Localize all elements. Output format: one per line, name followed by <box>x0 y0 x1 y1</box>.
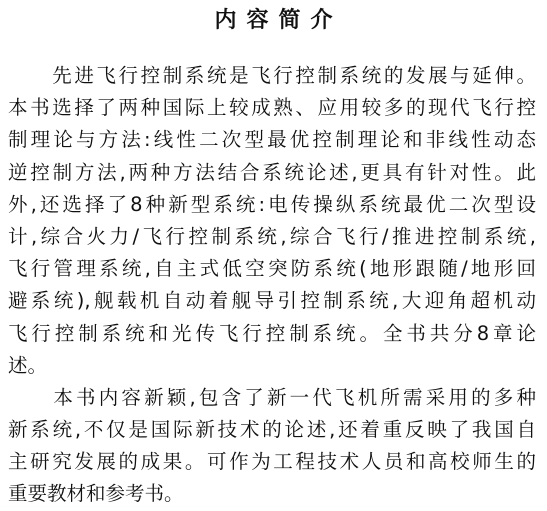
paragraph-2-line-3: 主研究发展的成果。可作为工程技术人员和高校师生的 <box>8 450 536 474</box>
paragraph-1-line-6: 计,综合火力/飞行控制系统,综合飞行/推进控制系统, <box>8 224 536 248</box>
paragraph-2-line-1: 本书内容新颖,包含了新一代飞机所需采用的多种 <box>8 385 536 409</box>
paragraph-1-line-10: 述。 <box>8 353 48 377</box>
paragraph-2-line-4: 重要教材和参考书。 <box>8 482 184 506</box>
paragraph-1-line-4: 逆控制方法,两种方法结合系统论述,更具有针对性。此 <box>8 160 536 184</box>
page-title: 内容简介 <box>214 8 343 33</box>
paragraph-1-line-1: 先进飞行控制系统是飞行控制系统的发展与延伸。 <box>8 64 536 87</box>
paragraph-1-line-5: 外,还选择了8种新型系统:电传操纵系统最优二次型设 <box>8 192 536 216</box>
paragraph-2-line-2: 新系统,不仅是国际新技术的论述,还着重反映了我国自 <box>8 418 536 442</box>
paragraph-1-line-3: 制理论与方法:线性二次型最优控制理论和非线性动态 <box>8 128 536 152</box>
paragraph-1-line-8: 避系统),舰载机自动着舰导引控制系统,大迎角超机动 <box>8 289 536 313</box>
paragraph-1-line-2: 本书选择了两种国际上较成熟、应用较多的现代飞行控 <box>8 96 536 120</box>
summary-body <box>8 60 536 511</box>
paragraph-1-line-7: 飞行管理系统,自主式低空突防系统(地形跟随/地形回 <box>8 257 536 281</box>
paragraph-1-line-9: 飞行控制系统和光传飞行控制系统。全书共分8章论 <box>8 321 536 345</box>
